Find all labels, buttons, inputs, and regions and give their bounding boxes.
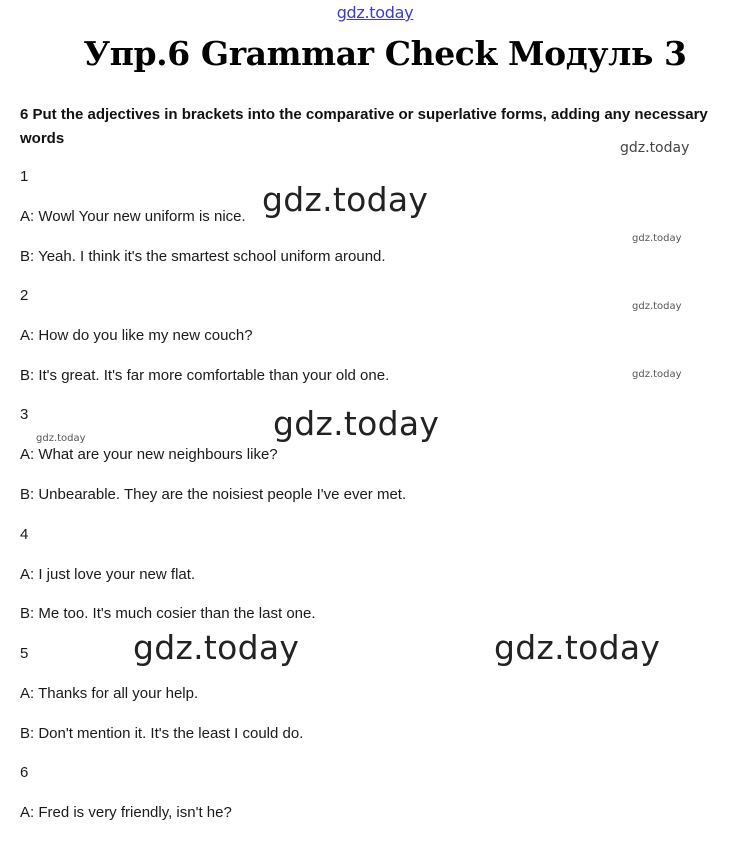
watermark: gdz.today <box>133 628 300 667</box>
dialogue-line-a: A: Wowl Your new uniform is nice. <box>20 208 246 225</box>
dialogue-line-a: A: How do you like my new couch? <box>20 327 253 344</box>
dialogue-line-a: A: What are your new neighbours like? <box>20 446 278 463</box>
exercise-instructions: 6 Put the adjectives in brackets into the comparative or superlative forms, adding any necessary words <box>20 106 708 147</box>
watermark: gdz.today <box>494 628 661 667</box>
dialogue-line-a: A: Thanks for all your help. <box>20 685 199 702</box>
watermark: gdz.today <box>632 369 682 380</box>
dialogue-line-b: B: It's great. It's far more comfortable than your old one. <box>20 367 390 384</box>
exercise-number: 6 <box>20 764 29 781</box>
dialogue-line-a: A: Fred is very friendly, isn't he? <box>20 804 232 821</box>
dialogue-line-b: B: Me too. It's much cosier than the last one. <box>20 605 316 622</box>
exercise-number: 4 <box>20 526 29 543</box>
dialogue-line-a: A: I just love your new flat. <box>20 566 196 583</box>
dialogue-line-b: B: Unbearable. They are the noisiest people I've ever met. <box>20 486 407 503</box>
exercise-number: 2 <box>20 287 29 304</box>
exercise-number: 5 <box>20 645 29 662</box>
watermark: gdz.today <box>36 433 86 444</box>
exercise-number: 3 <box>20 406 29 423</box>
dialogue-line-b: B: Yeah. I think it's the smartest school uniform around. <box>20 248 386 265</box>
watermark: gdz.today <box>273 404 440 443</box>
dialogue-line-b: B: Don't mention it. It's the least I could do. <box>20 725 304 742</box>
watermark: gdz.today <box>620 140 690 156</box>
page-title: Упр.6 Grammar Check Модуль 3 <box>83 34 687 73</box>
watermark: gdz.today <box>262 180 429 219</box>
watermark: gdz.today <box>632 301 682 312</box>
header-link[interactable]: gdz.today <box>336 3 414 22</box>
exercise-number: 1 <box>20 168 29 185</box>
watermark: gdz.today <box>632 233 682 244</box>
